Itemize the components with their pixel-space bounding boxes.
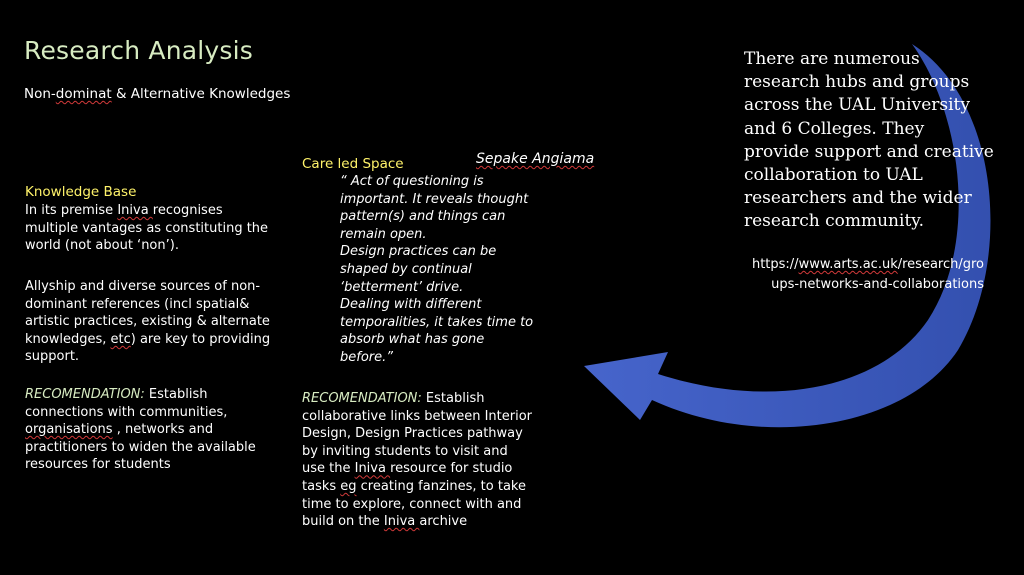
kb-p2-b: ) are key to providing support. — [25, 331, 271, 365]
ual-url[interactable] — [740, 255, 984, 295]
quote-text: “ Act of questioning is important. It reveals thought pattern(s) and things can remain open. Design practices can be shaped by continual ‘betterment’ drive. Dealing with different temporalities, it takes time to absorb what has gone before.” — [340, 174, 534, 365]
kb-rec-a: Establish connections with communities, — [25, 387, 228, 420]
subtitle-suffix: & Alternative Knowledges — [111, 86, 291, 102]
care-recommendation — [302, 390, 534, 531]
knowledge-base-paragraph-2 — [25, 278, 273, 366]
care-rec-label: RECOMENDATION: — [302, 391, 426, 406]
url-line-2: ups-networks-and-collaborations — [771, 277, 984, 292]
care-rec-iniva: Iniva — [354, 461, 391, 477]
kb-p2-etc: etc — [110, 331, 131, 347]
care-rec-iniva-2: Iniva — [383, 514, 420, 530]
kb-p1-b: recognises multiple vantages as constituting the world (not about ‘non’). — [25, 203, 269, 254]
care-rec-a: Establish collaborative links between Interior Design, Design Practices pathway by inviting students to visit and use the — [302, 391, 533, 477]
knowledge-base-paragraph-1 — [25, 202, 275, 255]
kb-rec-b: , networks and practitioners to widen the available resources for students — [25, 422, 256, 473]
url-prefix: https:// — [751, 257, 799, 272]
ual-research-text: There are numerous research hubs and groups across the UAL University and 6 Colleges. They provide support and creative collaboration to UAL researchers and the wider research community. — [744, 49, 994, 232]
slide-title: Research Analysis — [24, 36, 254, 65]
slide-subtitle — [24, 86, 290, 102]
care-rec-d: archive — [419, 514, 468, 530]
kb-rec-label: RECOMENDATION: — [25, 387, 149, 402]
person-name: Sepake Angiama — [476, 151, 595, 167]
care-rec-eg: eg — [340, 478, 357, 494]
knowledge-base-recommendation — [25, 386, 257, 474]
kb-rec-org: organisations — [25, 422, 113, 438]
url-domain: www.arts.ac.uk — [798, 257, 898, 272]
care-rec-c: creating fanzines, to take time to explore, connect with and build on the — [302, 478, 526, 530]
kb-p2-a: Allyship and diverse sources of non-dominant references (incl spatial& artistic practices, existing & alternate knowledges, — [25, 279, 270, 347]
subtitle-prefix: Non- — [24, 86, 56, 102]
kb-p1-a: In its premise — [25, 203, 118, 218]
knowledge-base-heading: Knowledge Base — [25, 184, 137, 200]
care-rec-b: resource for studio tasks — [302, 461, 513, 494]
url-middle: /research/gro — [897, 257, 984, 272]
care-led-space-heading: Care led Space — [302, 156, 404, 172]
subtitle-misspelled-word: dominat — [55, 86, 112, 102]
kb-p1-iniva: Iniva — [117, 203, 153, 218]
